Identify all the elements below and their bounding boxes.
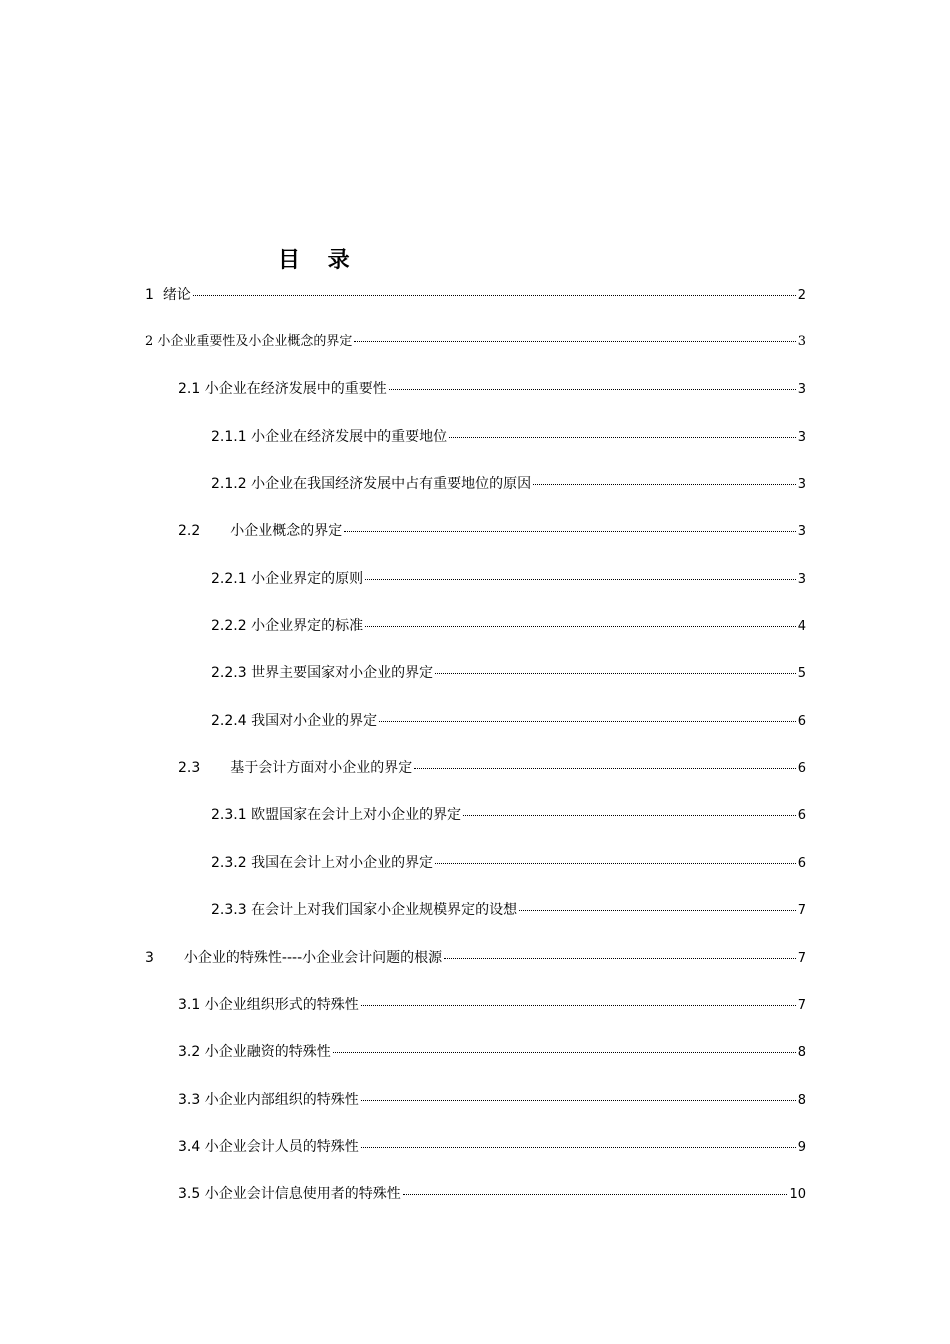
toc-entry-label: 欧盟国家在会计上对小企业的界定 [251, 807, 462, 823]
dot-leader [414, 767, 795, 769]
toc-entry-page: 8 [797, 1093, 806, 1108]
toc-entry-number: 2.1.2 [211, 476, 252, 492]
toc-entry-page: 4 [797, 619, 806, 634]
toc-entry-page: 6 [797, 761, 806, 776]
toc-entry-label: 小企业在我国经济发展中占有重要地位的原因 [251, 476, 532, 492]
toc-entry-page: 3 [797, 334, 806, 349]
toc-entry-label: 小企业界定的标准 [251, 618, 364, 634]
toc-entry-3-1[interactable] [178, 995, 806, 1016]
toc-entry-1[interactable] [145, 285, 806, 306]
toc-entry-page: 7 [797, 951, 806, 966]
toc-entry-page: 10 [789, 1187, 806, 1202]
dot-leader [403, 1193, 788, 1195]
toc-entry-page: 2 [797, 288, 806, 303]
toc-entry-2-3-3[interactable] [211, 900, 806, 921]
toc-entry-number: 2.3.3 [211, 902, 252, 918]
toc-entry-label: 小企业重要性及小企业概念的界定 [157, 334, 353, 349]
dot-leader [365, 625, 796, 627]
toc-entry-2-2-4[interactable] [211, 711, 806, 732]
toc-entry-number: 2.2 [178, 523, 201, 539]
toc-entry-label: 在会计上对我们国家小企业规模界定的设想 [251, 902, 518, 918]
toc-entry-number: 3.1 [178, 997, 205, 1013]
dot-leader [533, 483, 796, 485]
dot-leader [379, 720, 796, 722]
dot-leader [435, 862, 796, 864]
dot-leader [361, 1146, 796, 1148]
dot-leader [444, 957, 796, 959]
toc-entry-page: 3 [797, 477, 806, 492]
toc-entry-2-3-2[interactable] [211, 853, 806, 874]
dot-leader [354, 340, 795, 342]
toc-entry-page: 8 [797, 1045, 806, 1060]
toc-entry-2-2-1[interactable] [211, 569, 806, 590]
dot-leader [463, 814, 796, 816]
toc-entry-2-1[interactable] [178, 379, 806, 400]
toc-entry-label: 小企业在经济发展中的重要地位 [251, 429, 448, 445]
toc-entry-number: 2.1 [178, 381, 205, 397]
toc-entry-2[interactable] [145, 332, 806, 352]
toc-entry-number: 2.3.2 [211, 855, 252, 871]
toc-entry-label: 小企业组织形式的特殊性 [204, 997, 359, 1013]
toc-entry-label: 小企业界定的原则 [251, 571, 364, 587]
toc-entry-3-4[interactable] [178, 1137, 806, 1158]
toc-entry-3-3[interactable] [178, 1090, 806, 1111]
toc-entry-number: 2.2.1 [211, 571, 252, 587]
toc-entry-label: 世界主要国家对小企业的界定 [251, 665, 434, 681]
toc-entry-page: 6 [797, 714, 806, 729]
toc-entry-number: 2.3 [178, 760, 201, 776]
toc-entry-number: 2.1.1 [211, 429, 252, 445]
dot-leader [449, 436, 796, 438]
toc-entry-page: 7 [797, 998, 806, 1013]
toc-entry-label: 我国对小企业的界定 [251, 713, 378, 729]
toc-title: 目 录 [278, 248, 360, 273]
toc-entry-label: 基于会计方面对小企业的界定 [230, 760, 413, 776]
toc-entry-page: 3 [797, 572, 806, 587]
dot-leader [333, 1051, 796, 1053]
toc-entry-label: 小企业内部组织的特殊性 [204, 1092, 359, 1108]
dot-leader [519, 909, 796, 911]
dot-leader [361, 1004, 796, 1006]
toc-entry-2-1-1[interactable] [211, 427, 806, 448]
toc-entry-number: 3.5 [178, 1186, 205, 1202]
toc-entry-3-5[interactable] [178, 1184, 806, 1205]
toc-entry-page: 7 [797, 903, 806, 918]
toc-entry-2-2-2[interactable] [211, 616, 806, 637]
toc-entry-number: 3.4 [178, 1139, 205, 1155]
toc-entry-2-2-3[interactable] [211, 663, 806, 684]
toc-entry-number: 3.2 [178, 1044, 205, 1060]
toc-entry-label: 小企业会计信息使用者的特殊性 [204, 1186, 401, 1202]
toc-entry-number: 2.2.2 [211, 618, 252, 634]
toc-entry-number: 2.2.3 [211, 665, 252, 681]
toc-entry-number: 1 [145, 287, 163, 303]
toc-entry-2-3[interactable] [178, 758, 806, 779]
toc-entry-page: 5 [797, 666, 806, 681]
toc-entry-label: 小企业的特殊性----小企业会计问题的根源 [183, 950, 443, 966]
toc-entry-page: 6 [797, 808, 806, 823]
dot-leader [389, 388, 796, 390]
toc-entry-page: 9 [797, 1140, 806, 1155]
toc-entry-number: 2.3.1 [211, 807, 252, 823]
dot-leader [361, 1099, 796, 1101]
toc-entry-2-1-2[interactable] [211, 474, 806, 495]
toc-entry-label: 我国在会计上对小企业的界定 [251, 855, 434, 871]
dot-leader [435, 672, 796, 674]
toc-entry-page: 6 [797, 856, 806, 871]
toc-entry-label: 小企业在经济发展中的重要性 [204, 381, 387, 397]
toc-entry-2-2[interactable] [178, 521, 806, 542]
toc-entry-label: 小企业概念的界定 [230, 523, 343, 539]
toc-entry-label: 小企业融资的特殊性 [204, 1044, 331, 1060]
dot-leader [344, 530, 795, 532]
toc-entry-page: 3 [797, 430, 806, 445]
dot-leader [193, 294, 796, 296]
toc-entry-3[interactable] [145, 948, 806, 969]
toc-entry-2-3-1[interactable] [211, 805, 806, 826]
toc-entry-number: 2.2.4 [211, 713, 252, 729]
toc-entry-label: 小企业会计人员的特殊性 [204, 1139, 359, 1155]
toc-entry-label: 绪论 [162, 287, 191, 303]
toc-entry-page: 3 [797, 524, 806, 539]
toc-entry-3-2[interactable] [178, 1042, 806, 1063]
toc-entry-number: 2 [145, 334, 158, 349]
dot-leader [365, 578, 796, 580]
toc-entry-number: 3 [145, 950, 154, 966]
toc-entry-number: 3.3 [178, 1092, 205, 1108]
toc-entry-page: 3 [797, 382, 806, 397]
